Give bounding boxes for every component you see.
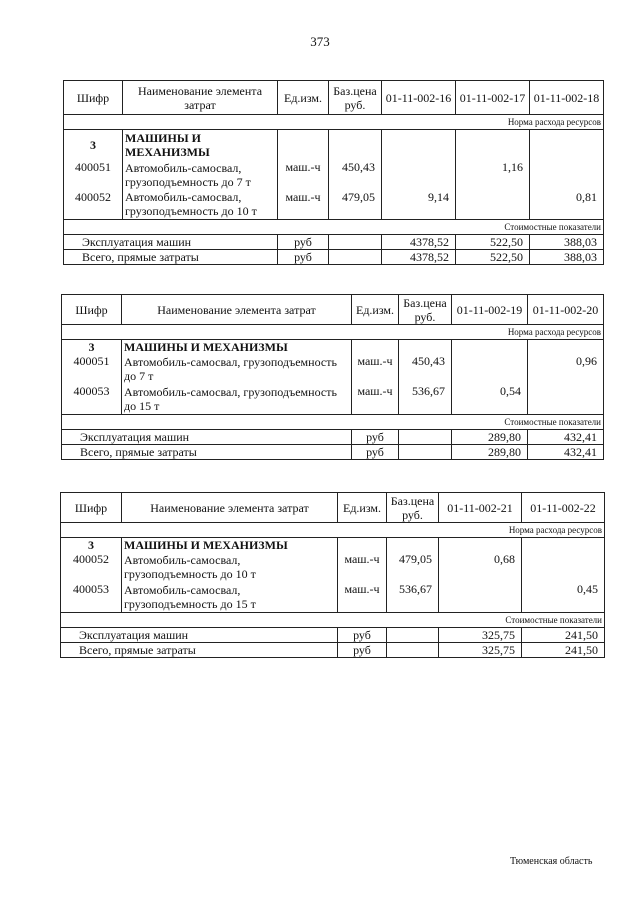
row-value (382, 160, 456, 190)
total-value: 4378,52 (382, 250, 456, 265)
row-price: 536,67 (399, 384, 452, 414)
total-label: Всего, прямые затраты (62, 444, 352, 459)
table-row (62, 384, 604, 414)
total-value: 4378,52 (382, 235, 456, 250)
total-row (61, 627, 605, 642)
total-value: 241,50 (522, 627, 605, 642)
section-title: МАШИНЫ И МЕХАНИЗМЫ (122, 538, 338, 553)
total-value: 325,75 (439, 642, 522, 657)
row-code: 400051 (64, 160, 123, 190)
header-unit: Ед.изм. (338, 493, 387, 523)
row-value (530, 160, 604, 190)
header-name: Наименование элемента затрат (122, 493, 338, 523)
row-name: Автомобиль-самосвал, грузоподъемность до 7 т (123, 160, 278, 190)
total-unit: руб (352, 444, 399, 459)
header-unit: Ед.изм. (278, 81, 329, 115)
total-value: 522,50 (456, 235, 530, 250)
total-row (64, 235, 604, 250)
row-name: Автомобиль-самосвал, грузоподъемность до 10 т (122, 552, 338, 582)
row-value: 9,14 (382, 190, 456, 220)
total-value: 432,41 (528, 444, 604, 459)
row-value: 0,54 (452, 384, 528, 414)
resource-table-1 (63, 80, 604, 265)
header-unit: Ед.изм. (352, 295, 399, 325)
table-row (61, 582, 605, 612)
footer-region: Тюменская область (510, 856, 593, 867)
row-value (522, 552, 605, 582)
header-col: 01-11-002-21 (439, 493, 522, 523)
total-value: 325,75 (439, 627, 522, 642)
resource-table-2 (61, 294, 604, 460)
row-name: Автомобиль-самосвал, грузоподъемность до 7 т (122, 354, 352, 384)
total-value: 289,80 (452, 429, 528, 444)
row-code: 400052 (61, 552, 122, 582)
cost-label: Стоимостные показатели (64, 220, 604, 235)
norm-label: Норма расхода ресурсов (61, 523, 605, 538)
header-code: Шифр (62, 295, 122, 325)
header-col: 01-11-002-19 (452, 295, 528, 325)
total-label: Эксплуатация машин (61, 627, 338, 642)
row-value: 1,16 (456, 160, 530, 190)
total-value: 388,03 (530, 250, 604, 265)
header-col: 01-11-002-22 (522, 493, 605, 523)
row-name: Автомобиль-самосвал, грузоподъемность до 15 т (122, 582, 338, 612)
section-number: 3 (64, 130, 123, 160)
row-code: 400052 (64, 190, 123, 220)
total-unit: руб (278, 235, 329, 250)
section-title: МАШИНЫ И МЕХАНИЗМЫ (122, 340, 352, 355)
page-number: 373 (310, 34, 330, 49)
total-unit: руб (338, 642, 387, 657)
row-value: 0,81 (530, 190, 604, 220)
total-label: Всего, прямые затраты (64, 250, 278, 265)
row-code: 400053 (62, 384, 122, 414)
row-unit: маш.-ч (278, 160, 329, 190)
total-value: 241,50 (522, 642, 605, 657)
total-unit: руб (278, 250, 329, 265)
cost-label: Стоимостные показатели (62, 414, 604, 429)
header-code: Шифр (61, 493, 122, 523)
section-number: 3 (62, 340, 122, 355)
header-col: 01-11-002-20 (528, 295, 604, 325)
row-unit: маш.-ч (338, 582, 387, 612)
total-value: 289,80 (452, 444, 528, 459)
row-name: Автомобиль-самосвал, грузоподъемность до 10 т (123, 190, 278, 220)
row-price: 479,05 (329, 190, 382, 220)
header-col: 01-11-002-16 (382, 81, 456, 115)
row-unit: маш.-ч (338, 552, 387, 582)
table-row (62, 354, 604, 384)
table-row (64, 160, 604, 190)
row-name: Автомобиль-самосвал, грузоподъемность до 15 т (122, 384, 352, 414)
row-price: 450,43 (399, 354, 452, 384)
norm-label: Норма расхода ресурсов (64, 115, 604, 130)
total-label: Эксплуатация машин (62, 429, 352, 444)
row-price: 479,05 (387, 552, 439, 582)
header-price: Баз.цена руб. (387, 493, 439, 523)
header-name: Наименование элемента затрат (122, 295, 352, 325)
row-price: 450,43 (329, 160, 382, 190)
header-col: 01-11-002-17 (456, 81, 530, 115)
table-row (64, 190, 604, 220)
resource-table-3 (60, 492, 605, 658)
norm-label: Норма расхода ресурсов (62, 325, 604, 340)
total-value: 432,41 (528, 429, 604, 444)
row-value: 0,45 (522, 582, 605, 612)
row-unit: маш.-ч (352, 354, 399, 384)
row-unit: маш.-ч (278, 190, 329, 220)
row-value (452, 354, 528, 384)
total-row (61, 642, 605, 657)
total-value: 522,50 (456, 250, 530, 265)
row-value: 0,96 (528, 354, 604, 384)
total-row (64, 250, 604, 265)
row-code: 400051 (62, 354, 122, 384)
header-col: 01-11-002-18 (530, 81, 604, 115)
header-code: Шифр (64, 81, 123, 115)
row-value (528, 384, 604, 414)
total-label: Всего, прямые затраты (61, 642, 338, 657)
row-value: 0,68 (439, 552, 522, 582)
row-code: 400053 (61, 582, 122, 612)
row-price: 536,67 (387, 582, 439, 612)
total-unit: руб (338, 627, 387, 642)
row-value (456, 190, 530, 220)
total-unit: руб (352, 429, 399, 444)
cost-label: Стоимостные показатели (61, 612, 605, 627)
total-value: 388,03 (530, 235, 604, 250)
header-name: Наименование элемента затрат (123, 81, 278, 115)
header-price: Баз.цена руб. (399, 295, 452, 325)
section-title: МАШИНЫ И МЕХАНИЗМЫ (123, 130, 278, 160)
row-unit: маш.-ч (352, 384, 399, 414)
total-row (62, 444, 604, 459)
header-price: Баз.цена руб. (329, 81, 382, 115)
total-row (62, 429, 604, 444)
row-value (439, 582, 522, 612)
section-number: 3 (61, 538, 122, 553)
total-label: Эксплуатация машин (64, 235, 278, 250)
table-row (61, 552, 605, 582)
